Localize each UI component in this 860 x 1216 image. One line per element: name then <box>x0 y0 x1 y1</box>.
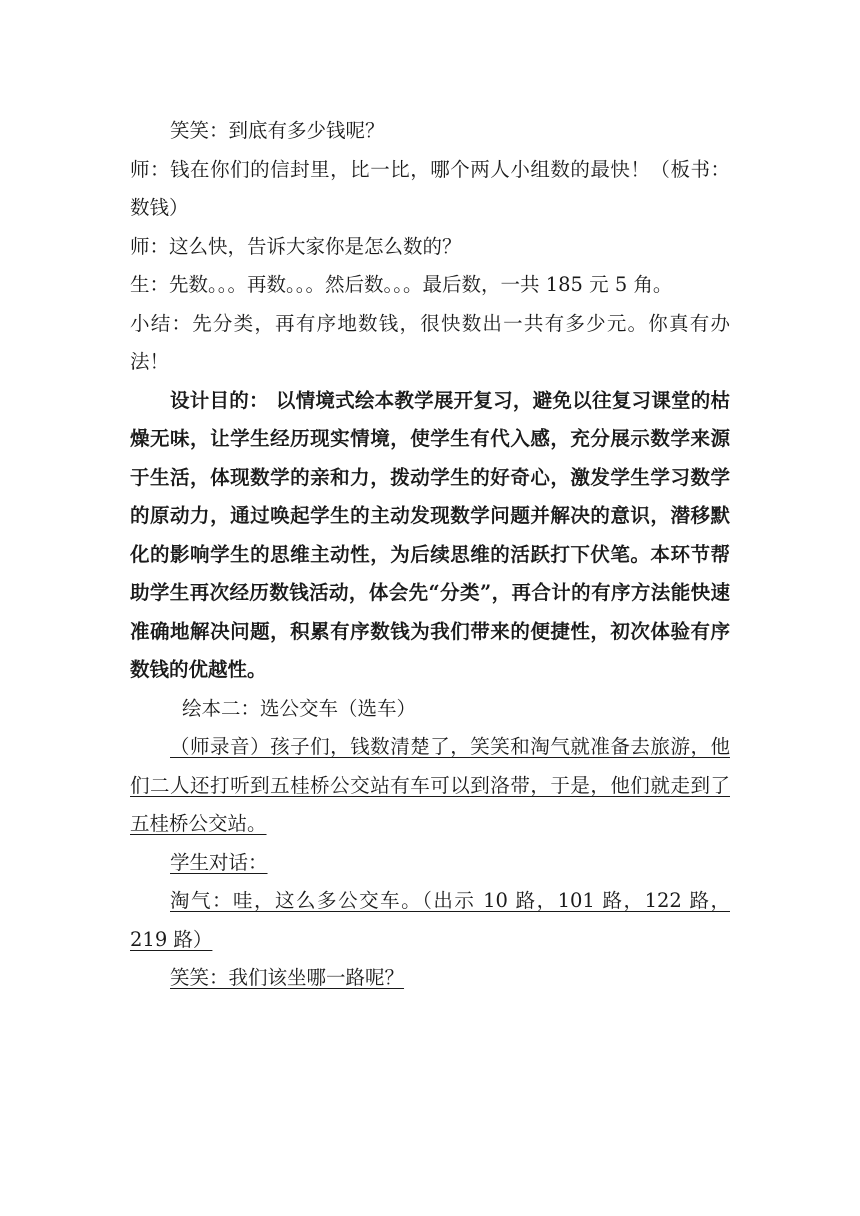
teacher-line-1: 师：钱在你们的信封里，比一比，哪个两人小组数的最快！（板书：数钱） <box>130 157 730 219</box>
section-heading-picture-book-2: 绘本二：选公交车（选车） <box>182 696 417 720</box>
dialogue-xiaoxiao-bus: 笑笑：我们该坐哪一路呢？ <box>170 966 405 989</box>
design-purpose-paragraph: 设计目的： 以情境式绘本教学展开复习，避免以往复习课堂的枯燥无味，让学生经历现实情境，使学生有代入感，充分展示数学来源于生活，体现数学的亲和力，拨动学生的好奇心，激发学生学习数学的原动力，通过唤起学生的主动发现数学问题并解决的意识，潜移默化的影响学生的思维主动性，为后续思维的活跃打下伏笔。本环节帮助学生再次经历数钱活动，体会先“分类”，再合计的有序方法能快速准确地解决问题，积累有序数钱为我们带来的便捷性，初次体验有序数钱的优越性。 <box>130 388 730 681</box>
student-dialogue-label: 学生对话： <box>170 850 268 874</box>
student-line: 生：先数。。。再数。。。然后数。。。最后数，一共 185 元 5 角。 <box>130 273 673 296</box>
teacher-narration: （师录音）孩子们，钱数清楚了，笑笑和淘气就准备去旅游，他们二人还打听到五桂桥公交站有车可以到洛带，于是，他们就走到了五桂桥公交站。 <box>130 735 730 835</box>
dialogue-taoqi: 淘气：哇，这么多公交车。（出示 10 路，101 路，122 路，219 路） <box>130 889 730 951</box>
teacher-line-2: 师：这么快，告诉大家你是怎么数的？ <box>130 234 462 258</box>
dialogue-xiaoxiao-question: 笑笑：到底有多少钱呢？ <box>170 119 385 142</box>
summary-line: 小结：先分类，再有序地数钱，很快数出一共有多少元。你真有办法！ <box>130 311 730 373</box>
